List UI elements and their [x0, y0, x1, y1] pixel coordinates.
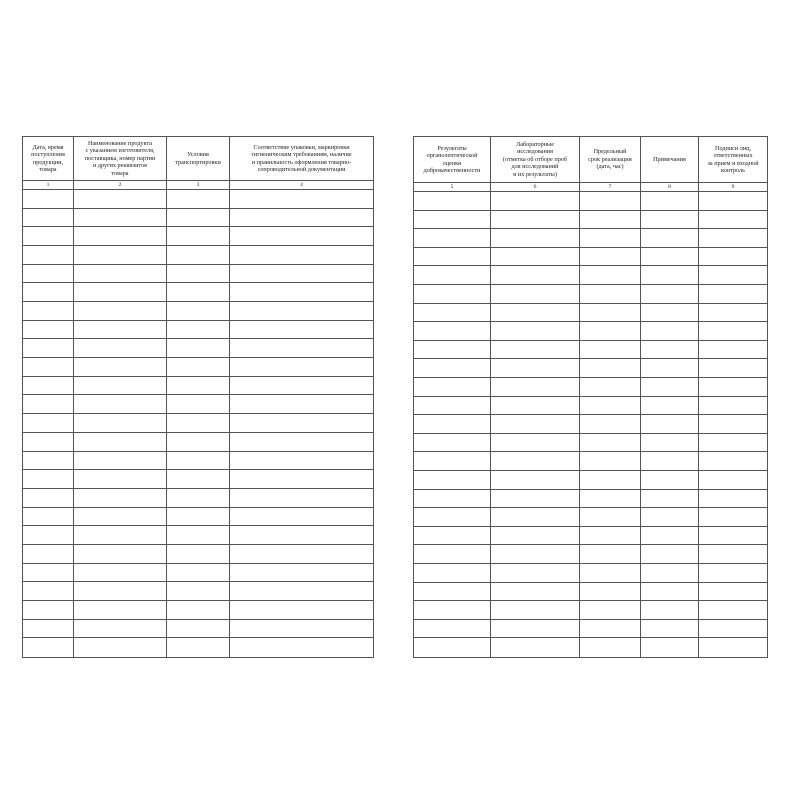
table-cell	[414, 638, 491, 657]
table-cell	[699, 397, 767, 416]
table-cell	[23, 321, 74, 340]
table-cell	[491, 378, 580, 397]
table-cell	[580, 359, 641, 378]
table-cell	[699, 545, 767, 564]
table-cell	[230, 452, 373, 471]
table-cell	[414, 266, 491, 285]
table-cell	[74, 433, 167, 452]
table-cell	[167, 265, 230, 284]
table-cell	[491, 545, 580, 564]
table-cell	[580, 620, 641, 639]
table-cell	[74, 302, 167, 321]
table-cell	[230, 489, 373, 508]
table-cell	[230, 339, 373, 358]
table-cell	[580, 583, 641, 602]
table-cell	[74, 638, 167, 657]
table-cell	[23, 377, 74, 396]
table-cell	[414, 378, 491, 397]
table-cell	[414, 415, 491, 434]
table-cell	[167, 638, 230, 657]
table-cell	[414, 527, 491, 546]
table-cell	[580, 211, 641, 230]
table-cell	[230, 358, 373, 377]
table-cell	[74, 526, 167, 545]
table-cell	[74, 358, 167, 377]
table-cell	[230, 283, 373, 302]
table-cell	[641, 378, 699, 397]
column-number: 1	[23, 181, 74, 190]
table-cell	[641, 415, 699, 434]
table-cell	[230, 470, 373, 489]
table-cell	[699, 229, 767, 248]
table-cell	[491, 229, 580, 248]
table-cell	[491, 192, 580, 211]
table-cell	[641, 192, 699, 211]
column-header: Лабораторные исследования (отметка об отборе проб для исследований и их результаты)	[491, 137, 580, 183]
column-number: 9	[699, 183, 767, 192]
table-cell	[414, 341, 491, 360]
table-cell	[167, 358, 230, 377]
table-cell	[491, 601, 580, 620]
table-cell	[230, 395, 373, 414]
table-cell	[74, 620, 167, 639]
table-cell	[23, 265, 74, 284]
table-cell	[23, 470, 74, 489]
table-cell	[23, 302, 74, 321]
table-cell	[580, 452, 641, 471]
table-cell	[641, 304, 699, 323]
table-cell	[167, 452, 230, 471]
table-cell	[74, 470, 167, 489]
journal-right-page	[413, 136, 768, 658]
column-number: 6	[491, 183, 580, 192]
table-cell	[580, 490, 641, 509]
table-cell	[167, 302, 230, 321]
table-cell	[230, 209, 373, 228]
table-cell	[580, 248, 641, 267]
table-cell	[491, 304, 580, 323]
table-cell	[23, 246, 74, 265]
table-cell	[699, 620, 767, 639]
table-cell	[491, 285, 580, 304]
table-cell	[74, 209, 167, 228]
table-cell	[699, 527, 767, 546]
table-cell	[167, 582, 230, 601]
table-cell	[74, 283, 167, 302]
table-cell	[23, 564, 74, 583]
table-cell	[167, 564, 230, 583]
table-cell	[491, 508, 580, 527]
table-cell	[641, 638, 699, 657]
table-cell	[641, 322, 699, 341]
table-cell	[641, 359, 699, 378]
table-cell	[580, 229, 641, 248]
table-cell	[641, 583, 699, 602]
table-cell	[414, 452, 491, 471]
table-cell	[491, 452, 580, 471]
table-cell	[699, 192, 767, 211]
column-number: 3	[167, 181, 230, 190]
column-header: Результаты органолептической оценки доброкачественности	[414, 137, 491, 183]
table-cell	[699, 359, 767, 378]
table-cell	[74, 265, 167, 284]
table-cell	[23, 339, 74, 358]
table-cell	[641, 490, 699, 509]
table-cell	[699, 341, 767, 360]
table-cell	[641, 545, 699, 564]
table-cell	[414, 471, 491, 490]
table-cell	[580, 322, 641, 341]
table-cell	[23, 620, 74, 639]
table-cell	[699, 322, 767, 341]
journal-left-page	[22, 136, 374, 658]
table-cell	[414, 397, 491, 416]
table-cell	[167, 508, 230, 527]
table-cell	[230, 582, 373, 601]
table-cell	[74, 601, 167, 620]
table-cell	[580, 192, 641, 211]
table-cell	[580, 415, 641, 434]
table-cell	[230, 601, 373, 620]
table-cell	[580, 527, 641, 546]
column-header: Дата, время поступления продукции, товара	[23, 137, 74, 181]
table-cell	[167, 339, 230, 358]
table-cell	[167, 227, 230, 246]
table-cell	[230, 545, 373, 564]
table-cell	[74, 582, 167, 601]
table-cell	[23, 545, 74, 564]
column-header: Подписи лиц, ответственных за прием и входной контроль	[699, 137, 767, 183]
table-cell	[491, 620, 580, 639]
table-cell	[74, 321, 167, 340]
table-cell	[230, 321, 373, 340]
table-cell	[74, 564, 167, 583]
table-cell	[491, 341, 580, 360]
table-cell	[580, 378, 641, 397]
table-cell	[699, 304, 767, 323]
table-cell	[74, 395, 167, 414]
table-cell	[167, 209, 230, 228]
table-cell	[491, 564, 580, 583]
column-number: 8	[641, 183, 699, 192]
column-number: 5	[414, 183, 491, 192]
table-cell	[580, 285, 641, 304]
table-cell	[641, 601, 699, 620]
table-cell	[491, 359, 580, 378]
table-cell	[491, 211, 580, 230]
table-cell	[641, 452, 699, 471]
table-cell	[414, 359, 491, 378]
table-cell	[23, 190, 74, 209]
table-cell	[580, 266, 641, 285]
column-header: Наименование продукта с указанием изготовителя, поставщика, номер партии и других реквизитов товара	[74, 137, 167, 181]
table-cell	[580, 638, 641, 657]
table-cell	[230, 526, 373, 545]
table-cell	[491, 471, 580, 490]
table-cell	[699, 415, 767, 434]
table-cell	[491, 266, 580, 285]
table-cell	[23, 358, 74, 377]
table-cell	[74, 414, 167, 433]
table-cell	[699, 266, 767, 285]
table-cell	[641, 620, 699, 639]
table-cell	[74, 339, 167, 358]
table-cell	[580, 601, 641, 620]
table-cell	[74, 190, 167, 209]
table-cell	[23, 601, 74, 620]
table-cell	[23, 489, 74, 508]
table-cell	[491, 490, 580, 509]
table-cell	[414, 434, 491, 453]
table-cell	[641, 285, 699, 304]
table-cell	[641, 211, 699, 230]
table-cell	[699, 564, 767, 583]
table-cell	[167, 190, 230, 209]
table-cell	[580, 397, 641, 416]
column-header: Примечания	[641, 137, 699, 183]
table-cell	[23, 433, 74, 452]
column-header: Условия транспортировки	[167, 137, 230, 181]
table-cell	[580, 434, 641, 453]
table-cell	[74, 452, 167, 471]
table-cell	[491, 322, 580, 341]
table-cell	[641, 229, 699, 248]
table-cell	[23, 395, 74, 414]
table-cell	[414, 285, 491, 304]
table-cell	[167, 433, 230, 452]
table-cell	[74, 508, 167, 527]
table-cell	[491, 434, 580, 453]
table-cell	[23, 508, 74, 527]
table-cell	[74, 545, 167, 564]
table-cell	[23, 452, 74, 471]
table-cell	[414, 583, 491, 602]
table-cell	[699, 490, 767, 509]
table-cell	[414, 620, 491, 639]
column-header: Соответствие упаковки, маркировки гигиеническим требованиям, наличие и правильность оформления товарно- сопроводительной документации	[230, 137, 373, 181]
table-cell	[74, 489, 167, 508]
table-cell	[414, 545, 491, 564]
table-cell	[699, 434, 767, 453]
table-cell	[230, 638, 373, 657]
table-cell	[414, 211, 491, 230]
table-cell	[641, 341, 699, 360]
table-cell	[491, 527, 580, 546]
table-cell	[414, 229, 491, 248]
table-cell	[23, 638, 74, 657]
table-cell	[414, 564, 491, 583]
table-cell	[641, 508, 699, 527]
table-cell	[641, 248, 699, 267]
table-cell	[167, 545, 230, 564]
table-cell	[167, 601, 230, 620]
table-cell	[167, 620, 230, 639]
table-cell	[414, 322, 491, 341]
table-cell	[699, 508, 767, 527]
table-cell	[23, 582, 74, 601]
table-cell	[167, 470, 230, 489]
table-cell	[580, 508, 641, 527]
table-cell	[699, 378, 767, 397]
table-cell	[230, 433, 373, 452]
table-cell	[230, 414, 373, 433]
table-cell	[699, 601, 767, 620]
table-cell	[491, 415, 580, 434]
table-cell	[641, 564, 699, 583]
table-cell	[699, 452, 767, 471]
table-cell	[414, 248, 491, 267]
table-cell	[230, 227, 373, 246]
table-cell	[699, 583, 767, 602]
table-cell	[23, 227, 74, 246]
table-cell	[491, 397, 580, 416]
table-cell	[414, 508, 491, 527]
table-cell	[23, 283, 74, 302]
table-cell	[641, 434, 699, 453]
table-cell	[230, 265, 373, 284]
table-cell	[580, 341, 641, 360]
table-cell	[230, 190, 373, 209]
table-cell	[414, 601, 491, 620]
table-cell	[580, 471, 641, 490]
table-cell	[414, 490, 491, 509]
table-cell	[167, 526, 230, 545]
table-cell	[23, 414, 74, 433]
table-cell	[23, 209, 74, 228]
column-number: 7	[580, 183, 641, 192]
table-cell	[167, 246, 230, 265]
table-cell	[641, 471, 699, 490]
table-cell	[699, 211, 767, 230]
table-cell	[230, 508, 373, 527]
table-cell	[580, 564, 641, 583]
table-cell	[641, 397, 699, 416]
table-cell	[699, 285, 767, 304]
column-header: Предельный срок реализации (дата, час)	[580, 137, 641, 183]
table-cell	[167, 489, 230, 508]
table-cell	[167, 395, 230, 414]
table-cell	[23, 526, 74, 545]
table-cell	[230, 620, 373, 639]
table-cell	[230, 564, 373, 583]
table-cell	[699, 248, 767, 267]
table-cell	[167, 377, 230, 396]
column-number: 4	[230, 181, 373, 190]
table-cell	[641, 266, 699, 285]
table-cell	[580, 304, 641, 323]
table-cell	[167, 321, 230, 340]
table-cell	[491, 583, 580, 602]
table-cell	[580, 545, 641, 564]
column-number: 2	[74, 181, 167, 190]
table-cell	[230, 377, 373, 396]
table-cell	[641, 527, 699, 546]
table-cell	[414, 304, 491, 323]
table-cell	[167, 414, 230, 433]
table-cell	[414, 192, 491, 211]
table-cell	[230, 246, 373, 265]
table-cell	[230, 302, 373, 321]
table-cell	[74, 377, 167, 396]
table-cell	[167, 283, 230, 302]
table-cell	[491, 248, 580, 267]
table-cell	[491, 638, 580, 657]
table-cell	[699, 638, 767, 657]
table-cell	[74, 246, 167, 265]
table-cell	[74, 227, 167, 246]
table-cell	[699, 471, 767, 490]
